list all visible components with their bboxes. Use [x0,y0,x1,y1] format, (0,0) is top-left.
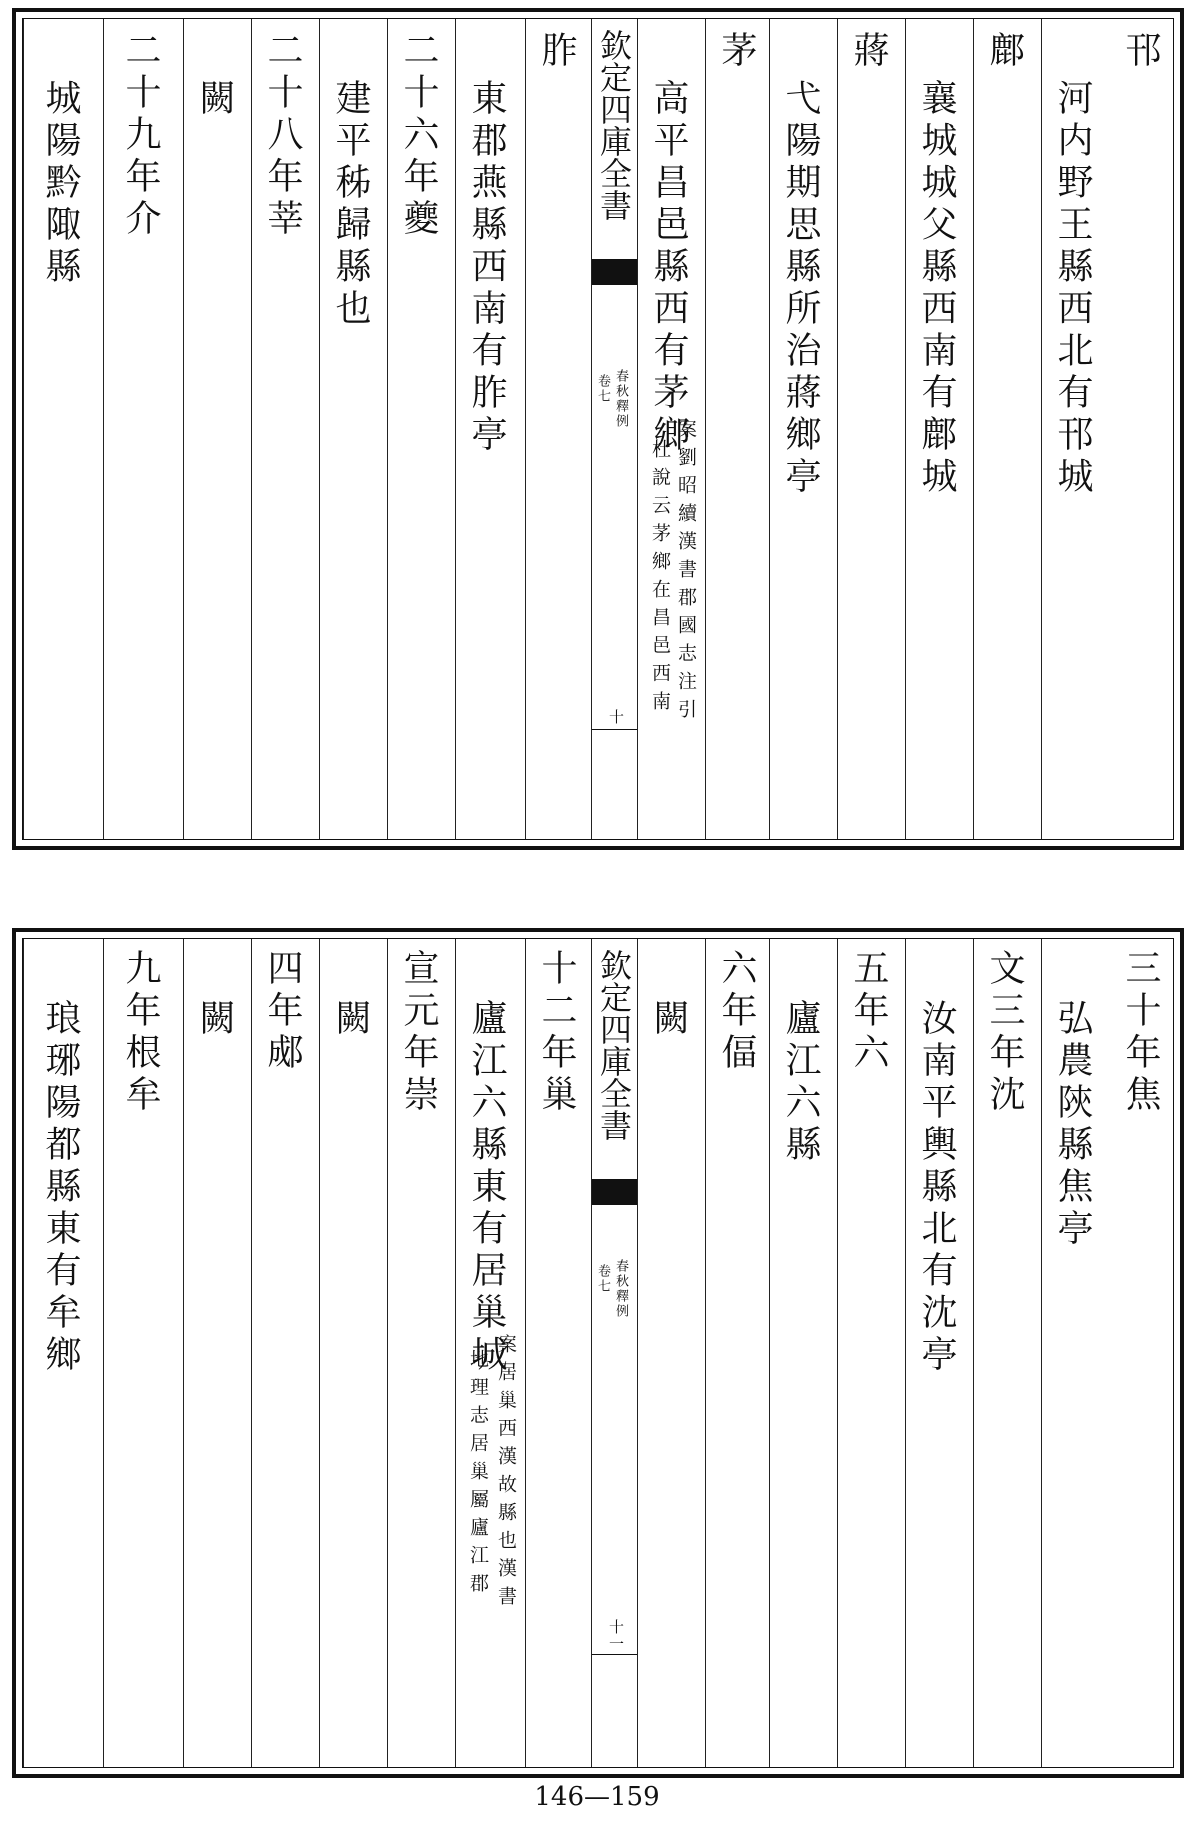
bottom-col-11 [387,939,455,1767]
commentary-note: 案居巢西漢故縣也漢書 [495,1334,517,1614]
entry-heading: 茅 [716,31,757,73]
page-number: 146—159 [534,1782,660,1812]
top-col-7 [705,19,769,839]
entry-text: 闕 [330,999,371,1041]
top-col-13 [251,19,319,839]
entry-heading: 四年郕 [262,949,303,1075]
top-col-2 [1041,19,1110,839]
book-name: 春秋釋例 [613,369,628,429]
entry-heading: 二十八年莘 [262,31,303,241]
bottom-col-6 [769,939,837,1767]
volume-number: 卷七 [595,1264,610,1294]
top-col-1 [1110,19,1180,839]
entry-text: 河内野王縣西北有邗城 [1052,79,1093,499]
volume-number: 卷七 [595,374,610,404]
top-page [12,8,1184,850]
folio-number: 十一 [607,1619,625,1653]
entry-text: 琅琊陽都縣東有牟鄉 [40,999,81,1377]
top-center-column [591,19,637,839]
entry-heading: 二十九年介 [120,31,161,241]
fishtail-mark [592,1179,637,1205]
bottom-col-13 [251,939,319,1767]
entry-text: 弘農陝縣焦亭 [1052,999,1093,1251]
bottom-col-14 [183,939,251,1767]
bottom-col-9 [525,939,591,1767]
bottom-col-5 [837,939,905,1767]
bottom-col-2 [1041,939,1110,1767]
top-page-frame [22,18,1174,840]
entry-heading: 鄜 [984,31,1025,73]
commentary-note: 杜說云茅鄉在昌邑西南 [649,439,671,719]
top-col-6 [769,19,837,839]
top-col-3 [973,19,1041,839]
entry-heading: 胙 [536,31,577,73]
entry-text: 城陽黔陬縣 [40,79,81,289]
bottom-col-1 [1110,939,1180,1767]
folio-number: 十 [607,709,625,726]
entry-text: 弋陽期思縣所治蔣鄉亭 [780,79,821,499]
top-col-5 [837,19,905,839]
entry-text: 高平昌邑縣西有茅鄉 [648,79,689,457]
top-col-15 [103,19,183,839]
book-title: 欽定四庫全書 [595,29,633,221]
bottom-col-8 [637,939,705,1767]
entry-heading: 文三年沈 [984,949,1025,1117]
top-col-14 [183,19,251,839]
center-rule [592,729,637,730]
bottom-col-3 [973,939,1041,1767]
entry-text: 闕 [194,79,235,121]
bottom-col-15 [103,939,183,1767]
entry-heading: 九年根牟 [120,949,161,1117]
bottom-center-column [591,939,637,1767]
entry-text: 廬江六縣 [780,999,821,1167]
bottom-col-4 [905,939,973,1767]
entry-heading: 五年六 [848,949,889,1075]
entry-text: 建平秭歸縣也 [330,79,371,331]
bottom-col-7 [705,939,769,1767]
bottom-col-10 [455,939,525,1767]
book-name: 春秋釋例 [613,1259,628,1319]
entry-text: 東郡燕縣西南有胙亭 [466,79,507,457]
top-col-4 [905,19,973,839]
center-rule [592,1654,637,1655]
entry-heading: 三十年焦 [1120,949,1161,1117]
fishtail-mark [592,259,637,285]
entry-text: 汝南平輿縣北有沈亭 [916,999,957,1377]
commentary-note: 案劉昭續漢書郡國志注引 [675,419,697,727]
bottom-page [12,928,1184,1778]
top-col-9 [525,19,591,839]
entry-heading: 宣元年崇 [398,949,439,1117]
bottom-col-16 [23,939,103,1767]
bottom-col-12 [319,939,387,1767]
top-col-8 [637,19,705,839]
book-title: 欽定四庫全書 [595,949,633,1141]
top-col-12 [319,19,387,839]
commentary-note: 地理志居巢屬廬江郡 [467,1349,489,1601]
bottom-page-frame [22,938,1174,1768]
entry-heading: 邗 [1120,31,1161,73]
top-col-10 [455,19,525,839]
entry-heading: 蔣 [848,31,889,73]
entry-heading: 二十六年夔 [398,31,439,241]
top-col-11 [387,19,455,839]
entry-heading: 十二年巢 [536,949,577,1117]
entry-text: 闕 [194,999,235,1041]
entry-text: 闕 [648,999,689,1041]
top-col-16 [23,19,103,839]
entry-text: 襄城城父縣西南有鄜城 [916,79,957,499]
entry-heading: 六年偪 [716,949,757,1075]
entry-text: 廬江六縣東有居巢城 [466,999,507,1377]
